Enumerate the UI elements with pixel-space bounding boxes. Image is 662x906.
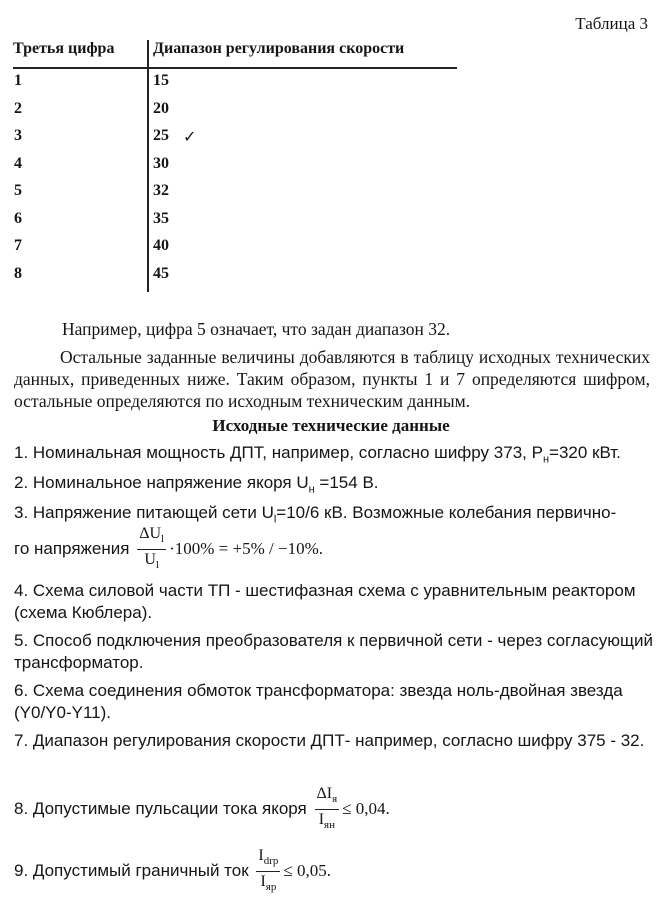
table-cell-digit: 5 bbox=[14, 182, 22, 199]
fraction bbox=[315, 784, 340, 835]
fraction bbox=[137, 524, 166, 575]
table-row bbox=[13, 70, 457, 98]
fraction-denominator: U bbox=[144, 551, 156, 569]
list-item bbox=[14, 784, 654, 835]
table-row bbox=[13, 153, 457, 181]
table-row bbox=[13, 98, 457, 126]
section-heading: Исходные технические данные bbox=[212, 416, 450, 435]
list-item: 4. Схема силовой части ТП - шестифазная схема с уравнительным реактором (схема Кюблера). bbox=[14, 581, 636, 622]
item-tail: ≤ 0,04. bbox=[342, 799, 390, 819]
table-row bbox=[13, 235, 457, 263]
subscript: я bbox=[332, 793, 338, 806]
fraction-numerator: ΔI bbox=[316, 785, 333, 802]
list-item bbox=[14, 442, 654, 470]
table-row bbox=[13, 208, 457, 236]
subscript: яр bbox=[265, 881, 277, 894]
item-text: 2. Номинальное напряжение якоря U bbox=[14, 473, 309, 492]
fraction-denominator: I bbox=[318, 811, 325, 829]
column-header-range: Диапазон регулирования скорости bbox=[153, 40, 405, 57]
table-cell-digit: 3 bbox=[14, 127, 22, 144]
item-text: 8. Допустимые пульсации тока якоря bbox=[14, 799, 307, 819]
table-cell-digit: 4 bbox=[14, 154, 22, 172]
fraction-numerator: I bbox=[258, 847, 264, 864]
item-text: 9. Допустимый граничный ток bbox=[14, 861, 249, 881]
list-item: 7. Диапазон регулирования скорости ДПТ- например, согласно шифру 375 - 32. bbox=[14, 731, 645, 750]
subscript: l bbox=[155, 559, 159, 572]
table-cell-range: 45 bbox=[153, 264, 169, 282]
table-cell-range: 30 bbox=[153, 154, 169, 172]
item-tail: ≤ 0,05. bbox=[283, 861, 331, 881]
item-tail: =320 кВт. bbox=[549, 443, 621, 462]
example-paragraph: Например, цифра 5 означает, что задан диапазон 32. bbox=[62, 319, 451, 339]
handwritten-check-icon: ✓ bbox=[183, 127, 197, 146]
fraction-denominator: I bbox=[260, 873, 266, 891]
table-cell-range: 15 bbox=[153, 72, 169, 89]
table-caption: Таблица 3 bbox=[575, 14, 648, 33]
list-item-continuation bbox=[14, 524, 654, 575]
subscript: н bbox=[308, 483, 315, 496]
item-text: 3. Напряжение питающей сети U bbox=[14, 503, 274, 522]
table-row bbox=[13, 180, 457, 208]
fraction bbox=[256, 846, 280, 897]
table-cell-digit: 6 bbox=[14, 209, 22, 227]
table-cell-range: 32 bbox=[153, 182, 169, 199]
subscript: ян bbox=[324, 819, 335, 832]
subscript: l bbox=[273, 513, 277, 526]
table-cell-digit: 2 bbox=[14, 99, 22, 117]
table-cell-digit: 7 bbox=[14, 237, 22, 254]
list-item bbox=[14, 472, 654, 500]
table-row bbox=[13, 125, 457, 153]
subscript: l bbox=[161, 533, 165, 546]
item-text: го напряжения bbox=[14, 539, 130, 559]
table-row bbox=[13, 263, 457, 291]
list-item: 5. Способ подключения преобразователя к первичной сети - через согласующий трансформатор. bbox=[14, 631, 653, 672]
item-tail: =10/6 кВ. Возможные колебания первично- bbox=[276, 503, 617, 522]
subscript: drp bbox=[263, 855, 279, 868]
item-tail: ·100% = +5% / −10%. bbox=[169, 539, 323, 559]
column-header-digit: Третья цифра bbox=[13, 40, 115, 57]
table-cell-range: 40 bbox=[153, 237, 169, 254]
data-table bbox=[13, 40, 457, 292]
item-text: 1. Номинальная мощность ДПТ, например, согласно шифру 373, Р bbox=[14, 443, 543, 462]
list-item: 6. Схема соединения обмоток трансформатора: звезда ноль-двойная звезда (Y0/Y0-Y11). bbox=[14, 681, 623, 722]
table-cell-digit: 1 bbox=[14, 72, 22, 89]
item-tail: =154 В. bbox=[314, 473, 379, 492]
table-cell-range: 35 bbox=[153, 209, 169, 227]
table-cell-range: 25 bbox=[153, 127, 169, 144]
table-header-rule bbox=[13, 67, 457, 69]
subscript: н bbox=[542, 453, 550, 466]
fraction-numerator: ΔU bbox=[139, 525, 162, 542]
table-cell-range: 20 bbox=[153, 99, 169, 117]
table-cell-digit: 8 bbox=[14, 264, 22, 282]
explanation-paragraph: Остальные заданные величины добавляются в таблицу исходных технических данных, приведенных ниже. Таким образом, пункты 1 и 7 определяются шифром, остальные определяются по исходным техническим данным. bbox=[14, 347, 650, 411]
list-item bbox=[14, 846, 654, 897]
